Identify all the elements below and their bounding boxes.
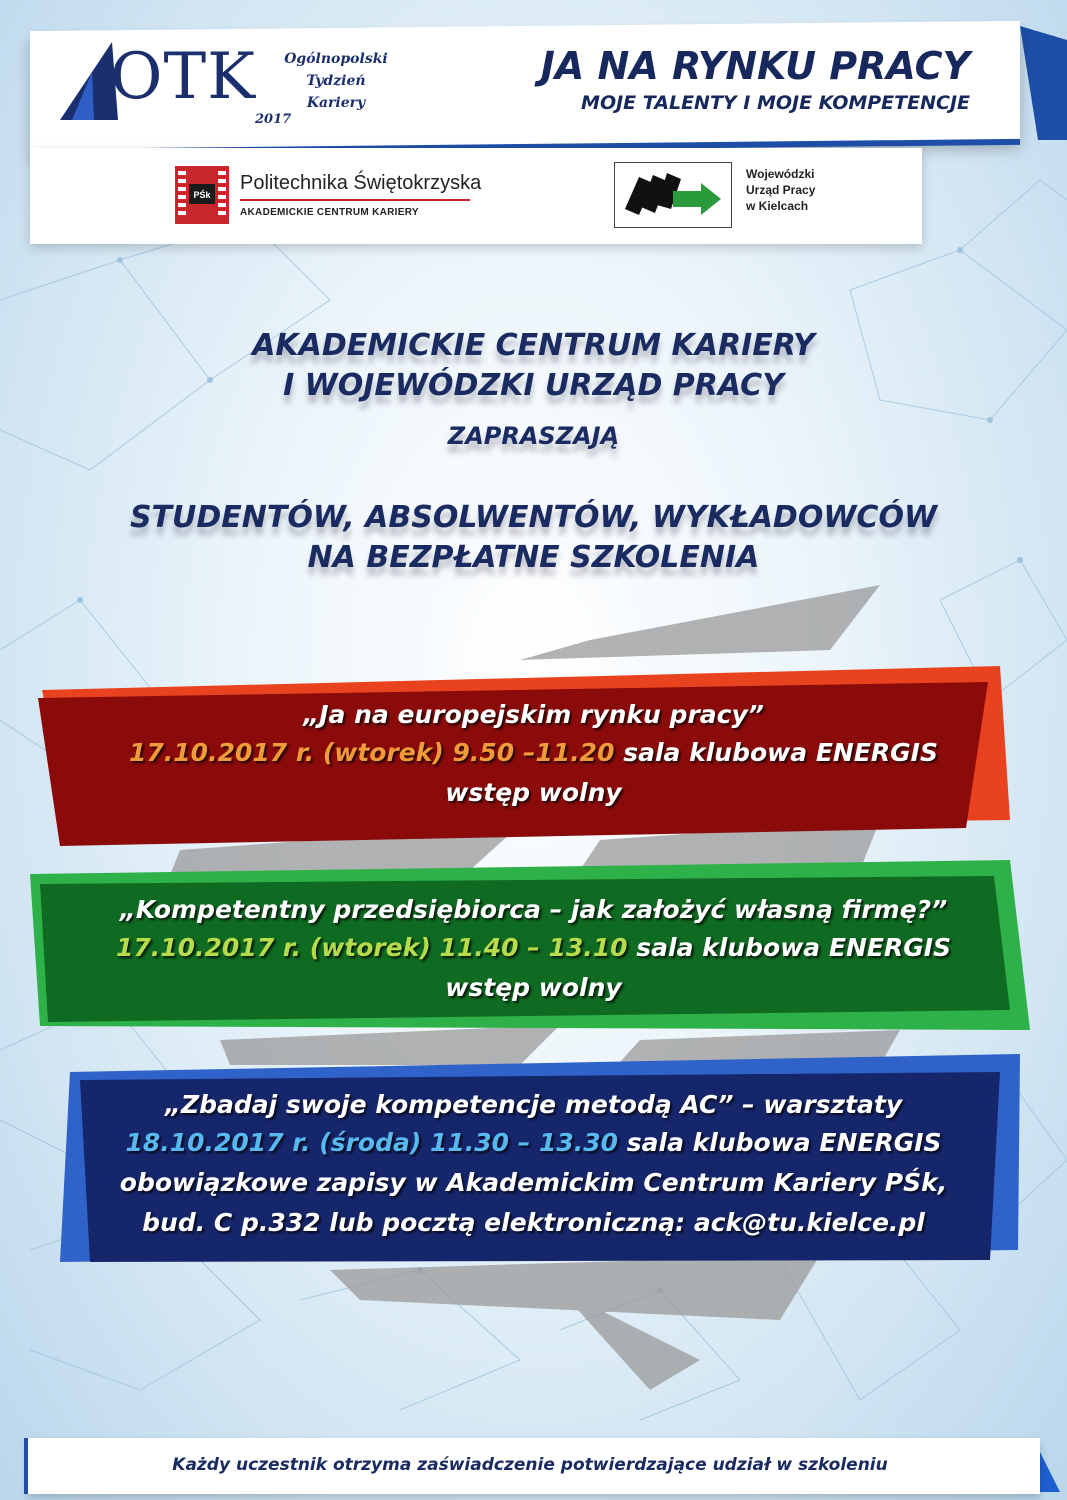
event3-title: „Zbadaj swoje kompetencje metodą AC” – warsztaty <box>164 1090 903 1119</box>
event1-title: „Ja na europejskim rynku pracy” <box>303 700 764 729</box>
wup-logo <box>614 162 732 228</box>
event1-place: sala klubowa ENERGIS <box>623 738 938 767</box>
event2-date: 17.10.2017 r. (wtorek) 11.40 – 13.10 <box>115 933 628 962</box>
wup-name-line2: Urząd Pracy <box>746 183 816 197</box>
otk-logo-text: OTK <box>110 40 256 114</box>
poster-title: JA NA RYNKU PRACY <box>540 44 970 88</box>
otk-logo-caption <box>276 48 396 114</box>
event2-note: wstęp wolny <box>445 973 622 1002</box>
otk-caption-line3: Kariery <box>306 95 366 111</box>
otk-caption-line1: Ogólnopolski <box>284 51 388 67</box>
psk-name: Politechnika Świętokrzyska <box>240 172 482 194</box>
event1-note: wstęp wolny <box>445 778 622 807</box>
invitation-line2: I WOJEWÓDZKI URZĄD PRACY <box>283 368 784 403</box>
event3-time-line <box>0 1128 1067 1157</box>
poster-subtitle: MOJE TALENTY I MOJE KOMPETENCJE <box>581 92 970 114</box>
wup-arrow-icon <box>621 169 725 221</box>
event2-title: „Kompetentny przedsiębiorca – jak założyć własną firmę?” <box>119 895 948 924</box>
invitation-line1: AKADEMICKIE CENTRUM KARIERY <box>252 328 815 363</box>
header-accent-shape <box>1020 26 1067 140</box>
event3-note-line2: bud. C p.332 lub pocztą elektroniczną: ack@tu.kielce.pl <box>142 1208 925 1237</box>
psk-logo-text: PŚk <box>193 190 211 200</box>
wup-name-line1: Wojewódzki <box>746 167 815 181</box>
event2-place: sala klubowa ENERGIS <box>636 933 952 962</box>
event2-time-line <box>0 933 1067 962</box>
wup-name <box>746 166 815 214</box>
event3-date: 18.10.2017 r. (środa) 11.30 – 13.30 <box>125 1128 619 1157</box>
psk-underline <box>240 199 470 201</box>
invitation-line4: STUDENTÓW, ABSOLWENTÓW, WYKŁADOWCÓW <box>129 500 938 535</box>
event1-date: 17.10.2017 r. (wtorek) 9.50 –11.20 <box>129 738 615 767</box>
footer-text: Każdy uczestnik otrzyma zaświadczenie potwierdzające udział w szkoleniu <box>172 1455 888 1475</box>
event1-time-line <box>0 738 1067 767</box>
event3-place: sala klubowa ENERGIS <box>626 1128 942 1157</box>
invitation-line3: ZAPRASZAJĄ <box>447 422 620 450</box>
psk-subtitle: AKADEMICKIE CENTRUM KARIERY <box>240 207 419 218</box>
otk-logo-year: 2017 <box>255 112 292 127</box>
wup-name-line3: w Kielcach <box>746 199 809 213</box>
otk-caption-line2: Tydzień <box>306 73 366 89</box>
event3-note-line1: obowiązkowe zapisy w Akademickim Centrum Kariery PŚk, <box>119 1168 948 1197</box>
invitation-line5: NA BEZPŁATNE SZKOLENIA <box>307 540 760 575</box>
